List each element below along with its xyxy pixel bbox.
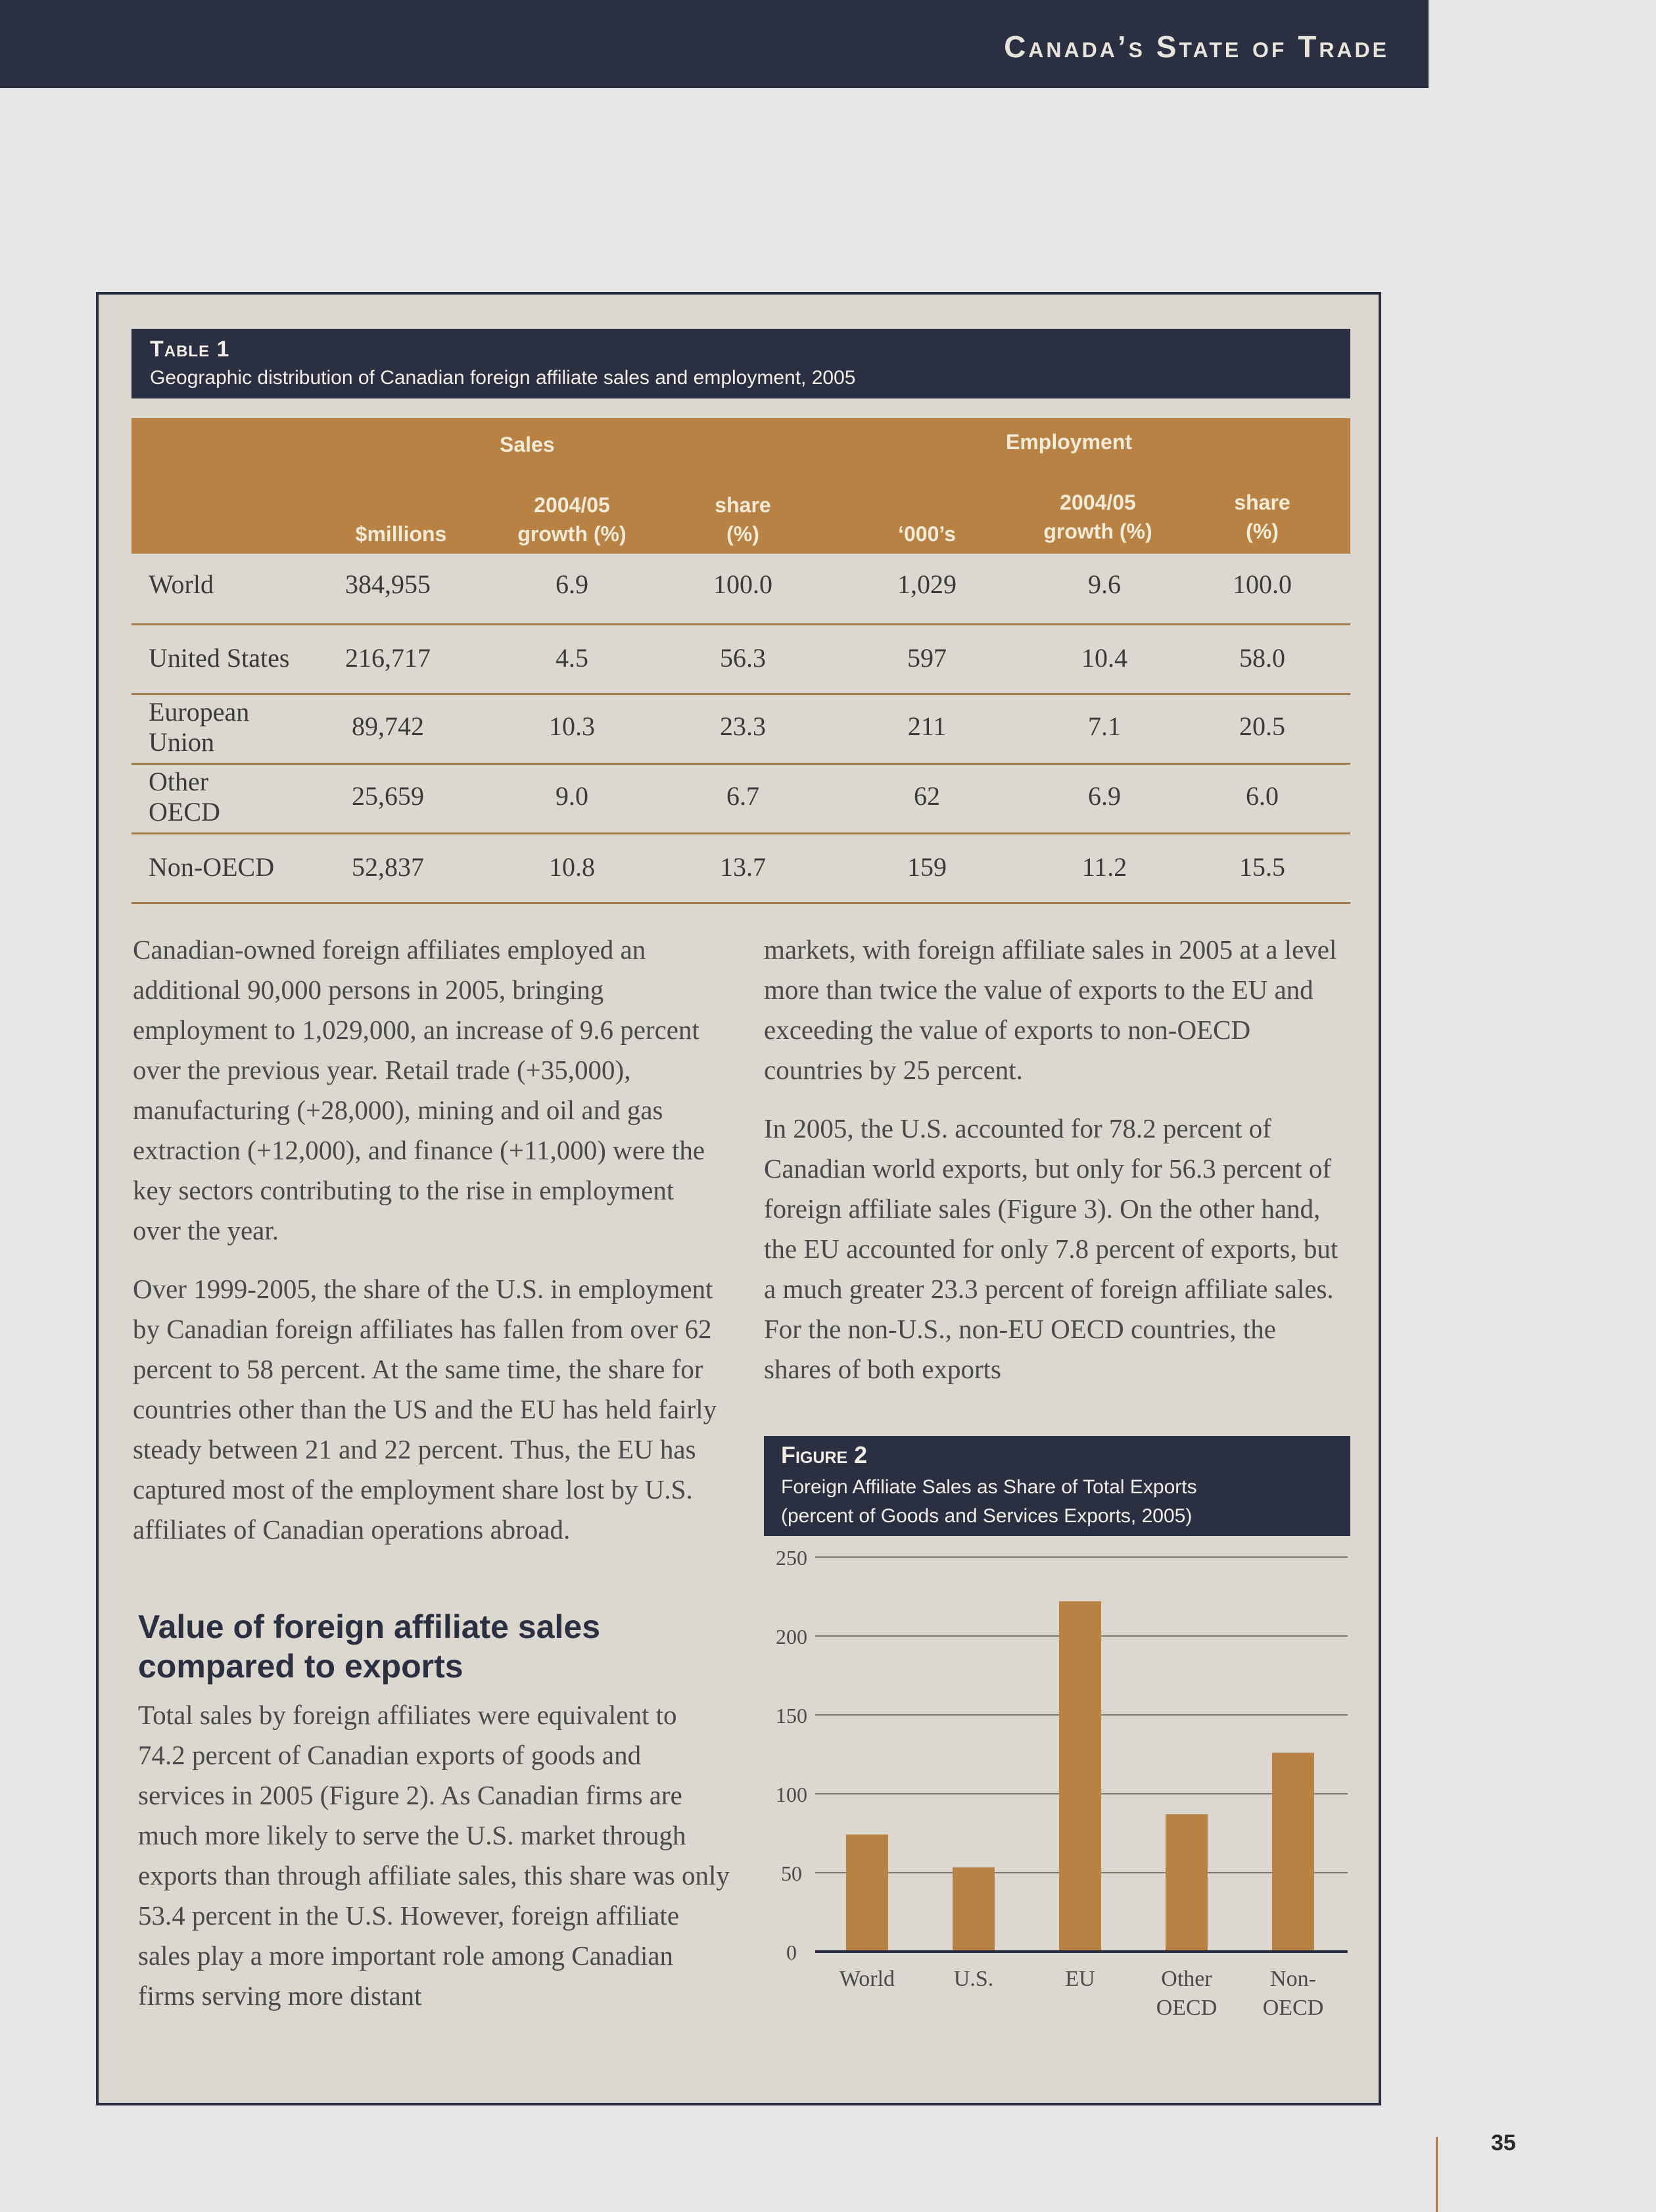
table-header (131, 418, 1350, 554)
col-header-thousands: ‘000’s (898, 522, 956, 546)
figure-title-line1: Foreign Affiliate Sales as Share of Total Exports (781, 1476, 1197, 1498)
cell-emp-growth: 11.2 (1081, 852, 1127, 882)
cell-sales-growth: 10.3 (549, 711, 595, 741)
cell-employment: 1,029 (897, 569, 957, 599)
cell-emp-growth: 7.1 (1088, 711, 1121, 741)
cell-emp-share: 6.0 (1246, 781, 1279, 811)
row-label-line2: OECD (149, 797, 220, 827)
cell-sales-millions: 216,717 (345, 643, 431, 673)
figure-caption (764, 1436, 1350, 1536)
col-header-emp-share-l1: share (1234, 491, 1290, 514)
cell-employment: 159 (907, 852, 947, 882)
cell-emp-growth: 6.9 (1088, 781, 1121, 811)
figure-label: Figure 2 (781, 1441, 868, 1468)
paragraph: In 2005, the U.S. accounted for 78.2 percent of Canadian world exports, but only for 56.3 percent of foreign affiliate sales (Figure 3). On the other hand, the EU accounted for only 7.8 percent of exports, but a much greater 23.3 percent of foreign affiliate sales. For the non-U.S., non-EU OECD countries, the shares of both exports (764, 1113, 1338, 1384)
table-label: Table 1 (150, 337, 230, 362)
cell-sales-millions: 52,837 (352, 852, 424, 882)
x-tick-label: EU (1065, 1967, 1095, 1991)
right-column (764, 930, 1349, 1408)
cell-employment: 211 (907, 711, 947, 741)
cell-sales-share: 23.3 (720, 711, 766, 741)
bar (1059, 1601, 1101, 1952)
cell-sales-millions: 89,742 (352, 711, 424, 741)
col-header-millions: $millions (355, 522, 447, 546)
table-row (131, 554, 1350, 625)
y-tick-label: 100 (776, 1783, 807, 1806)
col-header-emp-share-l2: (%) (1246, 519, 1279, 543)
y-tick-label: 200 (776, 1625, 807, 1648)
cell-emp-share: 100.0 (1233, 569, 1292, 599)
col-header-emp-growth-l2: growth (%) (1043, 519, 1152, 543)
left-column-continued (138, 1695, 730, 2034)
cell-sales-growth: 9.0 (556, 781, 588, 811)
col-header-sales-share-l1: share (715, 493, 771, 517)
cell-sales-share: 6.7 (726, 781, 759, 811)
paragraph: Canadian-owned foreign affiliates employed an additional 90,000 persons in 2005, bringing employment to 1,029,000, an increase of 9.6 percent over the previous year. Retail trade (+35,000), manufacturing (+28,000), mining and oil and gas extraction (+12,000), and finance (+11,000) were the key sectors contributing to the rise in employment over the year. (133, 934, 705, 1245)
y-tick-label: 50 (781, 1862, 802, 1885)
page-rule (1436, 2137, 1438, 2212)
cell-employment: 597 (907, 643, 947, 673)
row-label-line1: Other (149, 767, 209, 796)
cell-emp-share: 58.0 (1239, 643, 1285, 673)
cell-emp-share: 20.5 (1239, 711, 1285, 741)
cell-sales-growth: 10.8 (549, 852, 595, 882)
y-tick-label: 150 (776, 1704, 807, 1727)
col-header-sales-growth-l1: 2004/05 (534, 493, 610, 517)
x-tick-label: U.S. (953, 1967, 994, 1991)
table-title: Geographic distribution of Canadian foreign affiliate sales and employment, 2005 (150, 367, 856, 389)
row-label-line1: European (149, 697, 250, 727)
table-row (131, 623, 1350, 695)
cell-emp-growth: 10.4 (1081, 643, 1127, 673)
page-number: 35 (1491, 2130, 1516, 2155)
bar (1272, 1753, 1314, 1952)
content-panel (96, 292, 1381, 2105)
left-column (133, 930, 724, 1568)
table-caption (131, 329, 1350, 398)
x-tick-label: World (839, 1967, 895, 1991)
col-header-sales-growth-l2: growth (%) (517, 522, 627, 546)
x-tick-label: OECD (1262, 1996, 1324, 2017)
bar (846, 1835, 888, 1952)
row-label: World (149, 569, 214, 599)
paragraph: Total sales by foreign affiliates were equivalent to 74.2 percent of Canadian exports of goods and services in 2005 (Figure 2). As Canadian firms are much more likely to serve the U.S. market through exports than through affiliate sales, this share was only 53.4 percent in the U.S. However, foreign affiliate sales play a more important role among Canadian firms serving more distant (138, 1700, 730, 2011)
table-row (131, 832, 1350, 904)
figure-title-line2: (percent of Goods and Services Exports, 2005) (781, 1505, 1193, 1527)
paragraph: markets, with foreign affiliate sales in 2005 at a level more than twice the value of exports to the EU and exceeding the value of exports to non-OECD countries by 25 percent. (764, 934, 1337, 1085)
bar (1166, 1814, 1208, 1952)
header-bar (0, 0, 1429, 88)
row-label: Non-OECD (149, 852, 275, 882)
row-label-line2: Union (149, 727, 214, 757)
bar (953, 1867, 995, 1952)
section-heading: Value of foreign affiliate sales compared to exports (138, 1608, 601, 1685)
x-tick-label: Other (1161, 1967, 1212, 1991)
running-header: Canada’s State of Trade (1004, 30, 1389, 64)
bar-chart (749, 1544, 1354, 2017)
cell-sales-millions: 25,659 (352, 781, 424, 811)
x-tick-label: Non- (1270, 1967, 1316, 1991)
cell-emp-share: 15.5 (1239, 852, 1285, 882)
cell-sales-share: 56.3 (720, 643, 766, 673)
table-row (131, 693, 1350, 765)
cell-sales-growth: 4.5 (556, 643, 588, 673)
cell-sales-share: 13.7 (720, 852, 766, 882)
row-label (149, 697, 249, 757)
cell-sales-growth: 6.9 (556, 569, 588, 599)
col-header-sales-share-l2: (%) (726, 522, 759, 546)
paragraph: Over 1999-2005, the share of the U.S. in employment by Canadian foreign affiliates has fallen from over 62 percent to 58 percent. At the same time, the share for countries other than the US and the EU has held fairly steady between 21 and 22 percent. Thus, the EU has captured most of the employment share lost by U.S. affiliates of Canadian operations abroad. (133, 1274, 717, 1545)
figure-title (781, 1473, 1197, 1531)
group-employment: Employment (1006, 430, 1133, 454)
y-tick-label: 250 (776, 1546, 807, 1570)
y-tick-label: 0 (786, 1940, 797, 1964)
cell-employment: 62 (914, 781, 940, 811)
x-tick-label: OECD (1156, 1996, 1218, 2017)
cell-sales-millions: 384,955 (345, 569, 431, 599)
group-sales: Sales (500, 433, 555, 456)
table-row (131, 763, 1350, 834)
row-label (149, 767, 220, 827)
cell-emp-growth: 9.6 (1088, 569, 1121, 599)
col-header-emp-growth-l1: 2004/05 (1060, 491, 1136, 514)
row-label: United States (149, 643, 290, 673)
cell-sales-share: 100.0 (713, 569, 772, 599)
